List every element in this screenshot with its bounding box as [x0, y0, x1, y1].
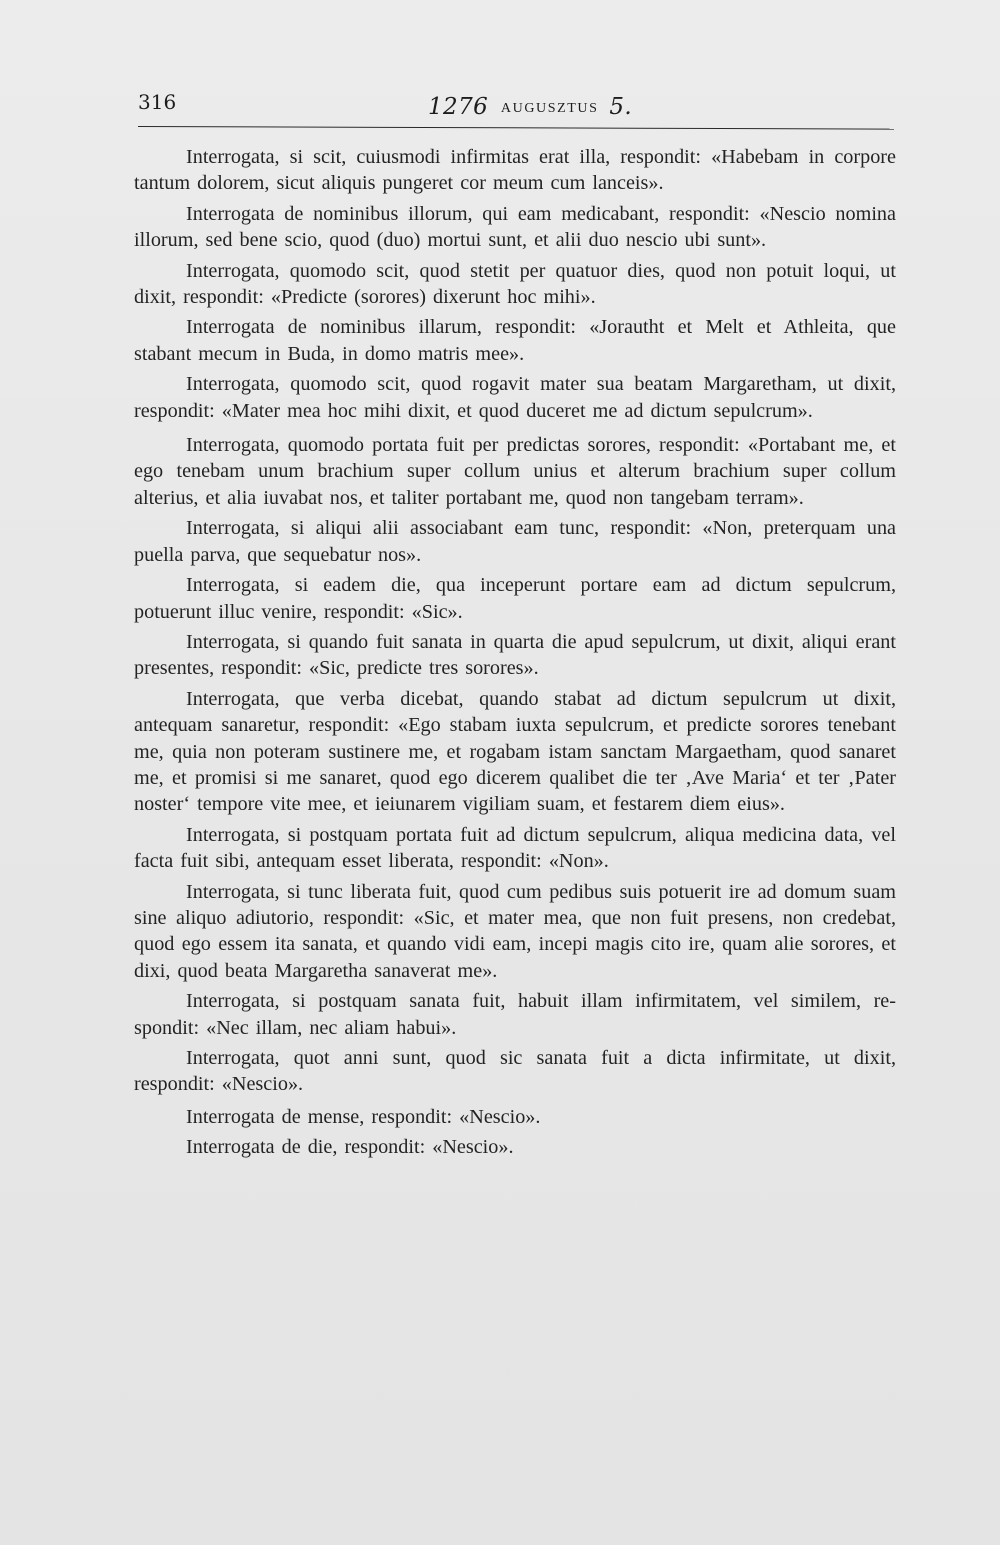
- paragraph-14: Interrogata, quot anni sunt, quod sic sanata fuit a dicta infirmitate, ut dixit, respondit: «Nescio».: [134, 1047, 896, 1096]
- paragraph-8: Interrogata, si eadem die, qua inceperunt portare eam ad dictum sepulcrum, potuerunt illuc venire, respondit: «Sic».: [134, 574, 896, 623]
- paragraph-16: Interrogata de die, respondit: «Nescio».: [186, 1136, 514, 1159]
- paragraph-7: Interrogata, si aliqui alii associabant eam tunc, respondit: «Non, preterquam una puella parva, que sequebatur nos».: [134, 517, 896, 566]
- body-text: [134, 144, 896, 1165]
- running-title: [428, 94, 632, 120]
- running-title-month: AUGUSZTUS: [500, 101, 599, 116]
- running-title-year: 1276: [428, 94, 489, 120]
- paragraph-2: Interrogata de nominibus illorum, qui eam medicabant, respondit: «Nescio nomina illorum, sed bene scio, quod (duo) mortui sunt, et alii duo nescio ubi sunt».: [134, 202, 896, 252]
- paragraph-12: Interrogata, si tunc liberata fuit, quod cum pedibus suis potuerit ire ad domum suam sine aliquo adiutorio, respondit: «Sic, et mater mea, que non fuit presens, non credebat, quod ego essem ita sanata, et quando vidi eam, incepi magis cito ire, quam alie sorores, et dixi, quod beata Margaretha sanaverat me».: [134, 880, 896, 982]
- paragraph-4: Interrogata de nominibus illarum, respondit: «Jorautht et Melt et Athleita, que stabant mecum in Buda, in domo matris mee».: [134, 316, 896, 365]
- paragraph-15: Interrogata de mense, respondit: «Nescio».: [186, 1105, 541, 1128]
- paragraph-6: Interrogata, quomodo portata fuit per predictas sorores, respondit: «Portabant me, et ego tenebam unum brachium super collum unius et alterum brachium super collum alterius, et alia iuvabat nos, et taliter portabant me, quod non tangebam terram».: [134, 434, 896, 509]
- paragraph-11: Interrogata, si postquam portata fuit ad dictum sepulcrum, aliqua medicina data, vel facta fuit sibi, antequam esset liberata, respondit: «Non».: [134, 823, 896, 873]
- paragraph-1: Interrogata, si scit, cuiusmodi infirmitas erat illa, respondit: «Habebam in corpore tantum dolorem, sicut aliquis pungeret cor meum cum lanceis».: [134, 146, 896, 195]
- paragraph-3: Interrogata, quomodo scit, quod stetit per quatuor dies, quod non potuit loqui, ut dixit, respondit: «Predicte (sorores) dixerunt hoc mihi».: [134, 259, 896, 309]
- paragraph-5: Interrogata, quomodo scit, quod rogavit mater sua beatam Margaretham, ut dixit, respondit: «Mater mea hoc mihi dixit, et quod duceret me ad dictum sepulcrum».: [134, 373, 896, 422]
- paragraph-9: Interrogata, si quando fuit sanata in quarta die apud sepulcrum, ut dixit, aliqui erant presentes, respondit: «Sic, predicte tres sorores».: [134, 630, 896, 680]
- page-number: 316: [138, 90, 177, 114]
- paragraph-13: Interrogata, si postquam sanata fuit, habuit illam infirmitatem, vel similem, respondit: «Nec illam, nec aliam habui».: [134, 990, 896, 1039]
- paragraph-10: Interrogata, que verba dicebat, quando stabat ad dictum sepulcrum ut dixit, antequam sanaretur, respondit: «Ego stabam iuxta sepulcrum, et predicte sorores tenebant me, quia non poteram sustinere me, et rogabam istam sanctam Margaetham, quod sanaret me, et promisi si me sanaret, quod ego dicerem qualibet die ter ‚Ave Maria‘ et ter ‚Pater noster‘ tempore vite mee, et ieiunarem vigiliam suam, et festarem diem eius».: [134, 687, 896, 816]
- running-title-day: 5.: [609, 94, 633, 120]
